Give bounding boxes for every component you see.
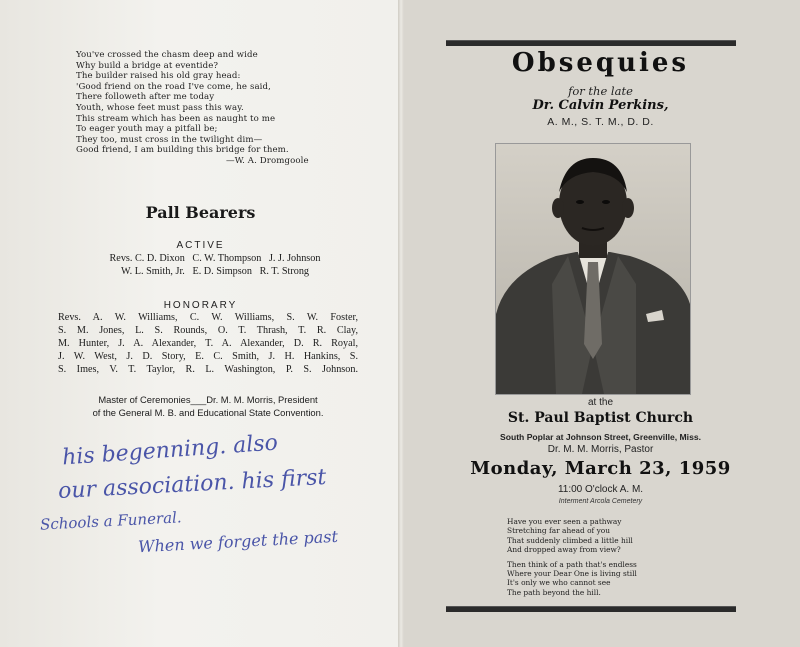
obsequies-title: Obsequies [511, 48, 690, 78]
poem-line: The path beyond the hill. [507, 587, 601, 597]
honorary-line: S. M. Jones, L. S. Rounds, O. T. Thrash, T. R. Clay, [58, 325, 358, 337]
handwritten-note-line: Schools a Funeral. [39, 508, 183, 534]
at-the: at the [587, 397, 614, 408]
honorary-bearers [58, 311, 358, 376]
poem-line: It's only we who cannot see [507, 578, 611, 588]
pastor: Dr. M. M. Morris, Pastor [547, 444, 654, 455]
poem-line: 'Good friend on the road I've come, he said, [76, 81, 271, 92]
poem-line: Youth, whose feet must pass this way. [76, 102, 244, 113]
handwritten-note-line: his begenning. also [61, 430, 279, 471]
active-bearers [70, 252, 360, 278]
poem-line: This stream which has been as naught to me [76, 113, 276, 124]
poem-line: Have you ever seen a pathway [507, 517, 622, 526]
service-time: 11:00 O'clock A. M. [557, 484, 644, 495]
deceased-name: Dr. Calvin Perkins, [532, 98, 669, 113]
poem-line: There followeth after me today [76, 92, 215, 103]
handwritten-note-line: our association. his first [57, 464, 327, 505]
degrees: A. M., S. T. M., D. D. [547, 116, 654, 128]
poem-line: Stretching far ahead of you [507, 526, 610, 536]
poem-line: The builder raised his old gray head: [76, 71, 241, 82]
handwritten-note-line: When we forget the past [137, 526, 339, 557]
church-address: South Poplar at Johnson Street, Greenville, Miss. [499, 432, 702, 442]
poem-line: That suddenly climbed a little hill [507, 535, 633, 545]
honorary-label: HONORARY [163, 300, 238, 311]
poem-line: Why build a bridge at eventide? [76, 60, 219, 71]
poem-line: Then think of a path that's endless [507, 559, 637, 569]
bottom-rule [446, 606, 736, 612]
honorary-line: M. Hunter, J. A. Alexander, T. A. Alexander, D. R. Royal, [58, 338, 358, 350]
pathway-poem [507, 517, 707, 597]
pall-bearers-heading: Pall Bearers [145, 203, 256, 222]
poem-line: You've crossed the chasm deep and wide [76, 50, 258, 60]
church-name: St. Paul Baptist Church [507, 410, 694, 426]
bridge-builder-poem [76, 50, 376, 167]
poem-line: And dropped away from view? [507, 545, 621, 555]
poem-line: Where your Dear One is living still [507, 569, 637, 579]
master-line: Master of Ceremonies___Dr. M. M. Morris, President [98, 394, 318, 405]
top-rule [446, 40, 736, 46]
master-of-ceremonies [58, 394, 358, 420]
poem-author: —W. A. Dromgoole [226, 155, 309, 166]
interment: Interment Arcola Cemetery [558, 498, 643, 505]
active-line: Revs. C. D. Dixon C. W. Thompson J. J. Johnson [109, 253, 321, 264]
portrait-photo [495, 143, 691, 395]
master-line: of the General M. B. and Educational State Convention. [92, 406, 324, 418]
active-label: ACTIVE [176, 240, 225, 251]
active-line: W. L. Smith, Jr. E. D. Simpson R. T. Strong [120, 266, 310, 278]
for-the-late: for the late [568, 84, 633, 98]
honorary-line: S. Imes, V. T. Taylor, R. L. Washington, P. S. Johnson. [58, 364, 358, 376]
poem-line: They too, must cross in the twilight dim— [76, 134, 263, 145]
poem-line: To eager youth may a pitfall be; [76, 124, 218, 135]
service-date: Monday, March 23, 1959 [470, 458, 731, 479]
poem-line: Good friend, I am building this bridge for them. [76, 145, 289, 156]
honorary-line: Revs. A. W. Williams, C. W. Williams, S. W. Foster, [58, 312, 358, 323]
honorary-line: J. W. West, J. D. Story, E. C. Smith, J. H. Hankins, S. [58, 351, 358, 363]
